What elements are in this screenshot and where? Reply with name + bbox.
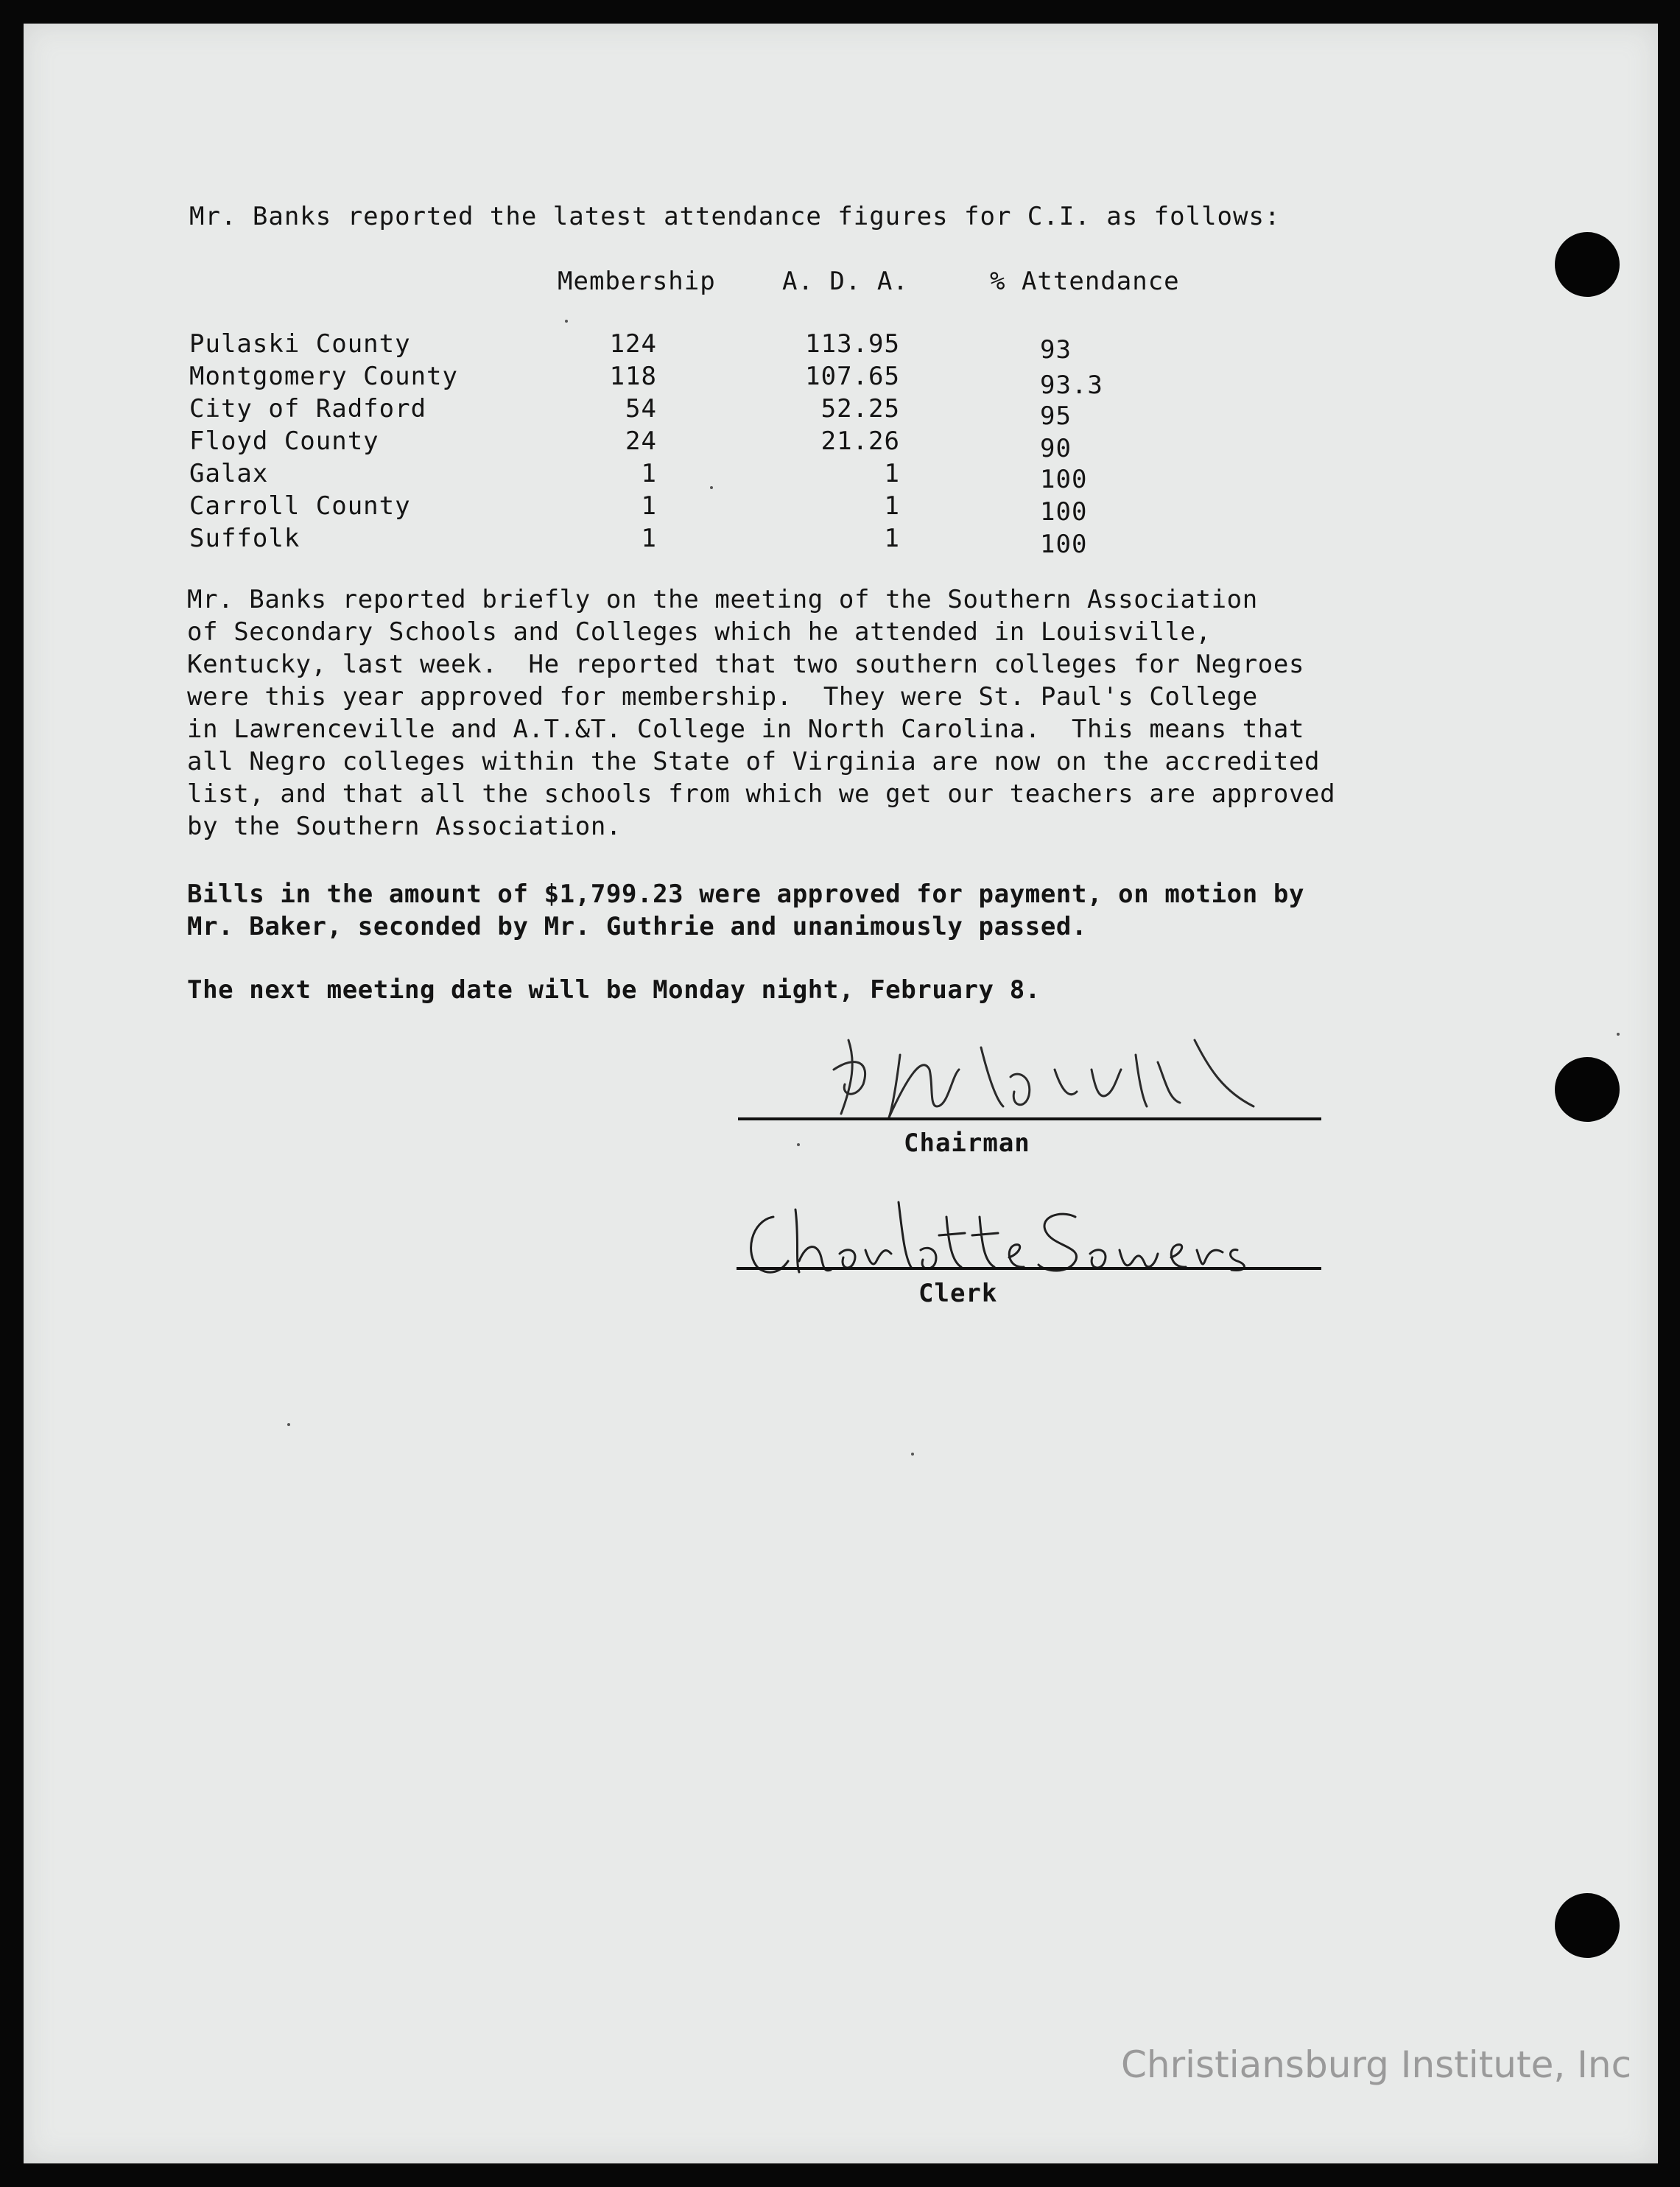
- clerk-signature-line: [737, 1267, 1321, 1270]
- row-attendance: 100: [1040, 465, 1088, 494]
- speck: [1617, 1033, 1620, 1036]
- row-attendance: 95: [1040, 401, 1072, 431]
- row-name: City of Radford: [189, 394, 427, 424]
- table-row: [24, 491, 1658, 527]
- row-membership: 124: [609, 329, 657, 359]
- row-attendance: 93: [1040, 335, 1072, 365]
- row-name: Floyd County: [189, 426, 379, 456]
- table-row: [24, 524, 1658, 559]
- row-ada: 1: [884, 459, 900, 488]
- row-membership: 1: [641, 491, 657, 521]
- table-row: [24, 426, 1658, 463]
- row-ada: 21.26: [820, 426, 900, 456]
- row-name: Galax: [189, 459, 269, 488]
- watermark: Christiansburg Institute, Inc: [1121, 2043, 1632, 2086]
- intro-line: Mr. Banks reported the latest attendance figures for C.I. as follows:: [189, 202, 1281, 231]
- row-attendance: 93.3: [1040, 371, 1103, 400]
- row-ada: 1: [884, 491, 900, 521]
- row-ada: 113.95: [805, 329, 900, 359]
- row-name: Pulaski County: [189, 329, 411, 359]
- table-row: [24, 394, 1658, 431]
- row-membership: 24: [625, 426, 657, 456]
- chairman-signature-line: [738, 1117, 1321, 1120]
- row-ada: 1: [884, 524, 900, 553]
- row-ada: 107.65: [805, 362, 900, 391]
- speck: [911, 1453, 914, 1456]
- chairman-label: Chairman: [904, 1128, 1030, 1158]
- speck: [287, 1423, 290, 1426]
- row-name: Carroll County: [189, 491, 411, 521]
- speck: [710, 486, 713, 489]
- speck: [797, 1143, 800, 1146]
- row-membership: 118: [609, 362, 657, 391]
- header-ada: A. D. A.: [782, 267, 909, 296]
- row-name: Montgomery County: [189, 362, 458, 391]
- table-row: [24, 362, 1658, 400]
- row-attendance: 100: [1040, 497, 1088, 527]
- header-attendance: % Attendance: [990, 267, 1180, 296]
- chairman-signature-image: [812, 1025, 1312, 1128]
- row-ada: 52.25: [820, 394, 900, 424]
- row-membership: 1: [641, 524, 657, 553]
- row-membership: 54: [625, 394, 657, 424]
- punch-hole: [1555, 1057, 1620, 1122]
- header-membership: Membership: [558, 267, 716, 296]
- punch-hole: [1555, 232, 1620, 297]
- speck: [565, 320, 568, 323]
- clerk-label: Clerk: [918, 1279, 998, 1308]
- paragraph-next-meeting: The next meeting date will be Monday night, February 8.: [187, 975, 1041, 1005]
- table-row: [24, 329, 1658, 365]
- row-name: Suffolk: [189, 524, 300, 553]
- table-row: [24, 459, 1658, 494]
- paragraph-bills: Bills in the amount of $1,799.23 were approved for payment, on motion by Mr. Baker, seconded by Mr. Guthrie and unanimously passed.: [187, 880, 1305, 941]
- row-membership: 1: [641, 459, 657, 488]
- paragraph-southern-association: Mr. Banks reported briefly on the meeting of the Southern Association of Secondary Schools and Colleges which he attended in Louisville, Kentucky, last week. He reported that two southern colleges for Negroes were this year approved for membership. They were St. Paul's College in Lawrenceville and A.T.&T. College in North Carolina. This means that all Negro colleges within the State of Virginia are now on the accredited list, and that all the schools from which we get our teachers are approved by the Southern Association.: [187, 585, 1336, 841]
- document-page: [24, 24, 1658, 2163]
- row-attendance: 90: [1040, 434, 1072, 463]
- row-attendance: 100: [1040, 530, 1088, 559]
- punch-hole: [1555, 1893, 1620, 1958]
